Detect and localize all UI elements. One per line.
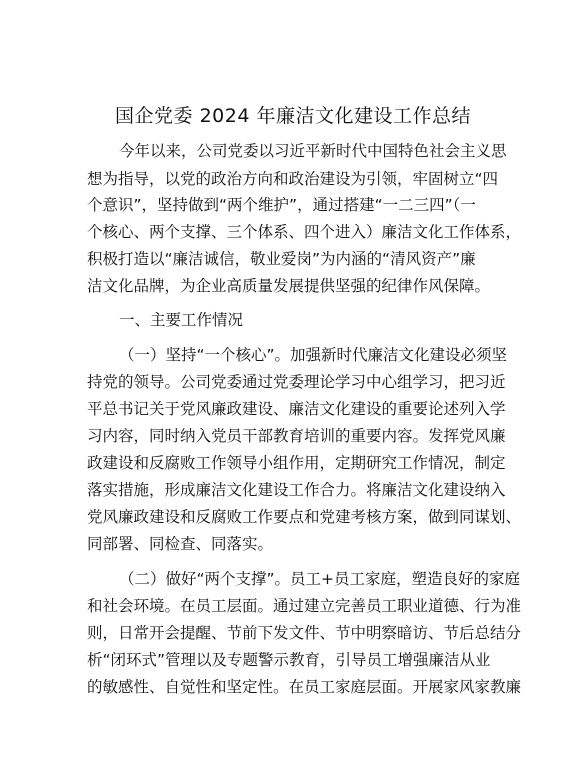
section-heading: 一、主要工作情况 xyxy=(119,311,244,329)
intro-line-4: 个核心、两个支撑、三个体系、四个进入）廉洁文化工作体系， xyxy=(87,223,522,241)
para2-line-1: （二）做好“两个支撑”。员工+员工家庭，塑造良好的家庭 xyxy=(119,570,521,588)
intro-line-3: 个意识”，坚持做到“两个维护”，通过搭建“一二三四”（一 xyxy=(87,196,476,214)
intro-line-5: 积极打造以“廉洁诚信，敬业爱岗”为内涵的“清风资产”廉 xyxy=(87,250,476,268)
para2-line-2: 和社会环境。在员工层面。通过建立完善员工职业道德、行为准 xyxy=(87,597,522,615)
para2-line-5: 的敏感性、自觉性和坚定性。在员工家庭层面。开展家风家教廉 xyxy=(87,678,522,696)
para1-line-4: 习内容，同时纳入党员干部教育培训的重要内容。发挥党风廉 xyxy=(87,427,506,445)
para1-line-7: 党风廉政建设和反腐败工作要点和党建考核方案，做到同谋划、 xyxy=(87,508,522,526)
intro-line-2: 想为指导，以党的政治方向和政治建设为引领，牢固树立“四 xyxy=(87,170,499,188)
para2-line-3: 则，日常开会提醒、节前下发文件、节中明察暗访、节后总结分 xyxy=(87,624,522,642)
para1-line-6: 落实措施，形成廉洁文化建设工作合力。将廉洁文化建设纳入 xyxy=(87,481,506,499)
para2-line-4: 析“闭环式”管理以及专题警示教育，引导员工增强廉洁从业 xyxy=(87,651,491,669)
intro-line-1: 今年以来，公司党委以习近平新时代中国特色社会主义思 xyxy=(119,142,507,160)
para1-line-2: 持党的领导。公司党委通过党委理论学习中心组学习，把习近 xyxy=(87,373,506,391)
para1-line-1: （一）坚持“一个核心”。加强新时代廉洁文化建设必须坚 xyxy=(119,346,508,364)
para1-line-3: 平总书记关于党风廉政建设、廉洁文化建设的重要论述列入学 xyxy=(87,400,506,418)
intro-line-6: 洁文化品牌，为企业高质量发展提供坚强的纪律作风保障。 xyxy=(87,277,491,295)
para1-line-8: 同部署、同检查、同落实。 xyxy=(87,535,274,553)
document-title: 国企党委 2024 年廉洁文化建设工作总结 xyxy=(115,105,471,127)
para1-line-5: 政建设和反腐败工作领导小组作用，定期研究工作情况，制定 xyxy=(87,454,506,472)
